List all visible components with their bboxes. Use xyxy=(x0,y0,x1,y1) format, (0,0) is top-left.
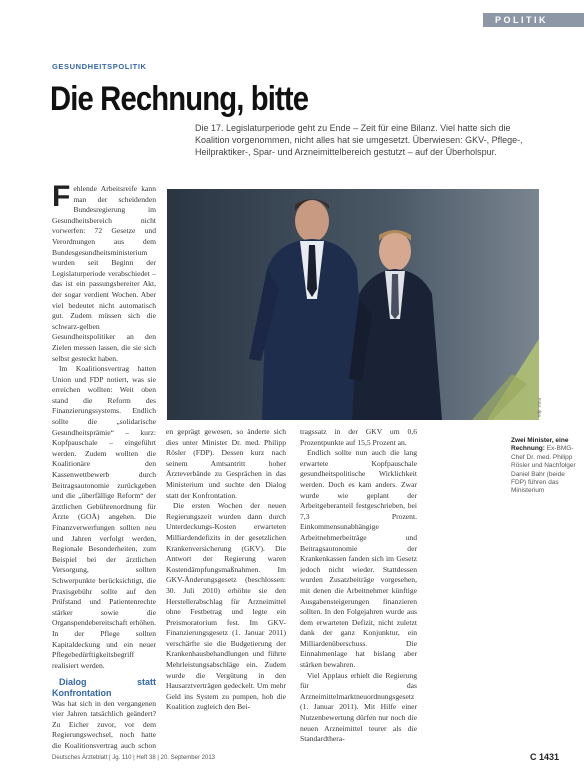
caption-bold: Zwei Minister, eine Rechnung: xyxy=(511,437,569,453)
drop-cap: F xyxy=(52,184,71,213)
paragraph: Viel Applaus erhielt die Regierung für das Arzneimittelmarktneuordnungsgesetz (1. Januar 2011). Mit Hilfe einer Nutzenbewertung dürfen nur noch die neuen Arzneimittel teurer als die Standardthera- xyxy=(300,670,417,744)
paragraph: Was hat sich in den vergangenen vier Jahren tatsächlich geändert? Zu Eicher zuvor, vor dem Regierungswechsel, noch hatte die Koalitionsvertrag auch schon xyxy=(52,698,156,750)
article-photo xyxy=(167,189,539,420)
lead-text: Die 17. Legislaturperiode geht zu Ende – Zeit für eine Bilanz. Viel hatte sich die Koalition vorgenommen, nicht alles hat sie umgesetzt. Überwiesen: GKV-, Pflege-, Heilpraktiker-, Spar- und Arzneimittelbereich gestutzt – auf der Überholspur. xyxy=(195,123,523,157)
paragraph: tragssatz in der GKV um 0,6 Prozentpunkte auf 15,5 Prozent an. xyxy=(300,427,417,447)
photo-illustration xyxy=(167,189,539,420)
paragraph: Im Koalitionsvertrag hatten Union und FDP notiert, was sie erreichen wollten: Weit oben stand die Reform des Finanzierungssystems. Endlich sollte die „solidarische Gesundheitsprämie“ – kurz: Kopfpauschale – eingeführt werden. Zudem wollten die Koalitionäre den Kassenwettbewerb durch Beitragsautonomie zurückgeben und die „überfällige Reform“ der ärztlichen Gebührenordnung für Ärzte (GOÄ) angehen. Die Finanzverwerfungen sollten neu und Jahren verfolgt werden, Regionale Besonderheiten, zum Beispiel bei der ärztlichen Versorgung, sollten Schwerpunkte berücksichtigt, die Praxisgebühr sollte auf den Prüfstand und Patientenrechte stärker sowie die Organspendebereitschaft erhöhen. In der Pflege sollten Kapitaldeckung und ein neuer Pflegebedürftigkeitsbegriff realisiert werden. xyxy=(52,364,156,670)
headline: Die Rechnung, bitte xyxy=(50,80,309,118)
page-footer: Deutsches Ärzteblatt | Jg. 110 | Heft 38 | 20. September 2013 xyxy=(52,755,215,761)
paragraph-text: ehlende Arbeitsreife kann man der scheidenden Bundesregierung im Gesundheitsbereich nicht vorwerfen: 72 Gesetze und Verordnungen aus dem Bundesgesundheitsministerium wurden seit Beginn der Legislaturperiode verabschiedet – das ist ein passungsbereiter Akt, der sogar verdient Wochen. Aber viel bedeutet nicht automatisch gut. Zudem müssen sich die schwarz-gelben Gesundheitspolitiker an den Zielen messen lassen, die sie sich selbst gesteckt haben. xyxy=(52,184,156,363)
photo-credit: Foto: dpa xyxy=(537,398,542,418)
section-tag: POLITIK xyxy=(483,13,584,27)
kicker: GESUNDHEITSPOLITIK xyxy=(52,62,147,71)
article-column-1 xyxy=(52,184,156,752)
paragraph xyxy=(52,184,156,364)
photo-caption xyxy=(511,437,577,496)
subheading: Dialog statt Konfrontation xyxy=(52,677,156,698)
paragraph: Endlich sollte nun auch die lang erwartete Kopfpauschale gesundheitspolitische Wirklichkeit werden. Doch es kam anders. Zwar wurde wie geplant der Arbeitgeberanteil festgeschrieben, bei 7,3 Prozent. Einkommensunabhängige Arbeitnehmerbeiträge und Beitragsautonomie der Krankenkassen fanden sich im Gesetz jedoch nicht wieder. Stattdessen wurden Zusatzbeiträge vorgesehen, mit denen die Arbeitnehmer künftige Ausgabensteigerungen finanzieren sollten. In den Folgejahren wurde aus dem erwarteten Defizit, nicht zuletzt dank der ganz Konjunktur, ein Milliardenüberschuss. Die Einnahmenlage hat bislang aber stärken bewahren. xyxy=(300,448,417,670)
paragraph: Die ersten Wochen der neuen Regierungszeit wurden dann durch Unterdeckungs-Kosten erwarteten Milliardendefizits in der gesetzlichen Krankenversicherung (GKV). Die Antwort der Regierung waren Kostendämpfungsmaßnahmen. Im GKV-Änderungsgesetz (beschlossen: 30. Juli 2010) erhöhte sie den Herstellerabschlag für Arzneimittel ohne Festbetrag und legte ein Preismoratorium fest. Im GKV-Finanzierungsgesetz (1. Januar 2011) verschärfte sie die Budgetierung der Krankenhausbehandlungen und führte Mehrleistungsabschläge ein. Zudem wurde die Vergütung in den Hausarztverträgen gedeckelt. Um mehr Geld ins System zu pumpen, hob die Koalition zugleich den Bei- xyxy=(166,501,286,712)
caption-text: Ex-BMG-Chef Dr. med. Philipp Rösler und Nachfolger Daniel Bahr (beide FDP) führen das Ministerium xyxy=(511,445,576,495)
paragraph: en geprägt gewesen, so änderte sich dies unter Minister Dr. med. Philipp Rösler (FDP). Dessen kurz nach seinem Amtsantritt hoher Ärzteverbände zu Gesprächen in das Ministerium und suchte den Dialog statt der Konfrontation. xyxy=(166,427,286,500)
article-column-3 xyxy=(300,427,417,752)
article-column-2 xyxy=(166,427,286,752)
page-number: C 1431 xyxy=(530,752,560,762)
